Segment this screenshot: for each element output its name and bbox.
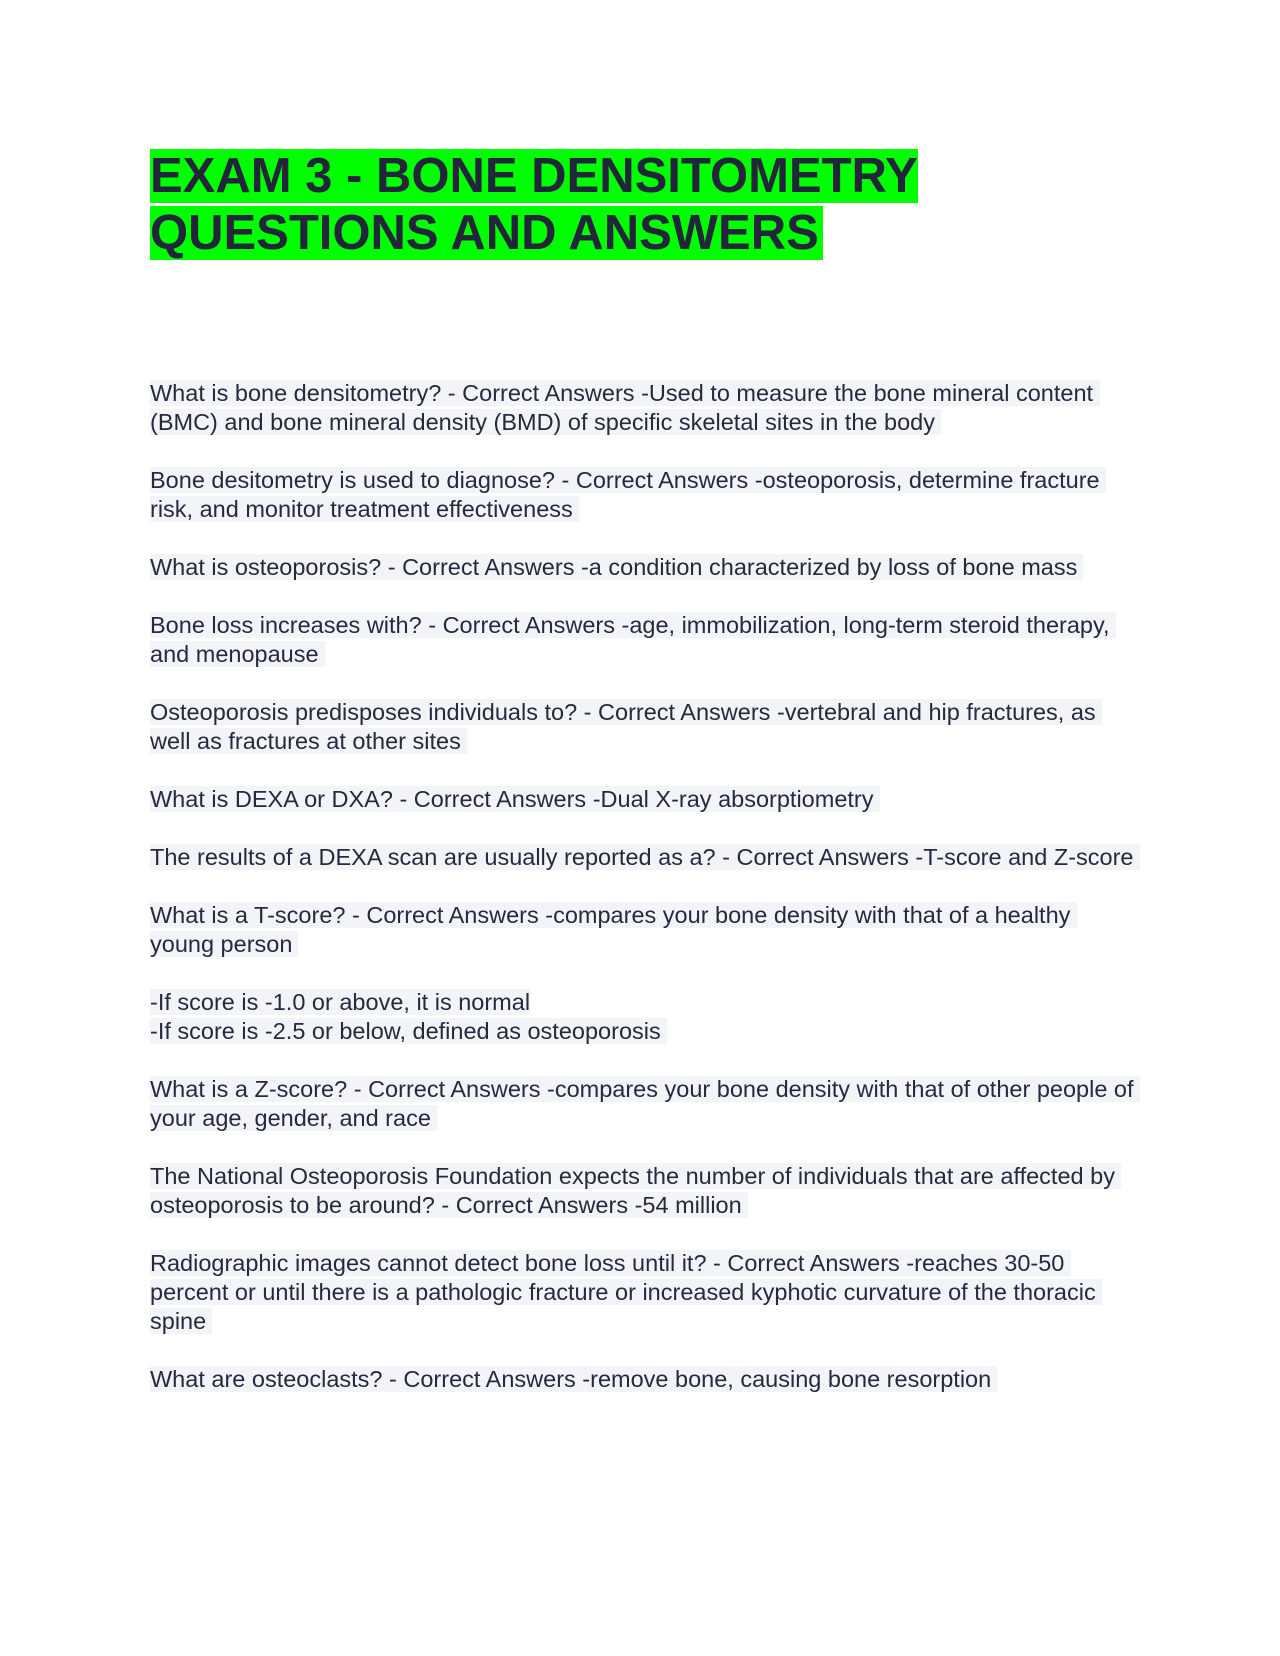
qa-list <box>150 379 1140 1423</box>
qa-entry-12: What are osteoclasts? - Correct Answers -remove bone, causing bone resorption <box>150 1365 1140 1394</box>
qa-entry-2: Bone desitometry is used to diagnose? - Correct Answers -osteoporosis, determine fracture risk, and monitor treatment effectiveness <box>150 467 1107 522</box>
qa-entry-11: Radiographic images cannot detect bone loss until it? - Correct Answers -reaches 30-50 percent or until there is a pathologic fracture or increased kyphotic curvature of the thoracic spine <box>150 1250 1103 1334</box>
document-title-text: EXAM 3 - BONE DENSITOMETRY QUESTIONS AND ANSWERS <box>150 149 918 260</box>
qa-entry-6: What is DEXA or DXA? - Correct Answers -Dual X-ray absorptiometry <box>150 785 1140 814</box>
qa-entry-5: Osteoporosis predisposes individuals to? - Correct Answers -vertebral and hip fractures, as well as fractures at other sites <box>150 699 1103 754</box>
qa-entry-3: What is osteoporosis? - Correct Answers -a condition characterized by loss of bone mass <box>150 553 1140 582</box>
qa-entry-1: What is bone densitometry? - Correct Answers -Used to measure the bone mineral content (BMC) and bone mineral density (BMD) of specific skeletal sites in the body <box>150 380 1100 435</box>
qa-entry-10: The National Osteoporosis Foundation expects the number of individuals that are affected by osteoporosis to be around? - Correct Answers -54 million <box>150 1163 1122 1218</box>
t-score-criteria: -If score is -1.0 or above, it is normal -If score is -2.5 or below, defined as osteoporosis <box>150 988 1140 1046</box>
document-title <box>150 148 1130 262</box>
qa-entry-8: What is a T-score? - Correct Answers -compares your bone density with that of a healthy young person <box>150 902 1077 957</box>
qa-entry-7: The results of a DEXA scan are usually reported as a? - Correct Answers -T-score and Z-score <box>150 843 1140 872</box>
qa-entry-4: Bone loss increases with? - Correct Answers -age, immobilization, long-term steroid therapy, and menopause <box>150 612 1117 667</box>
qa-entry-9: What is a Z-score? - Correct Answers -compares your bone density with that of other people of your age, gender, and race <box>150 1076 1141 1131</box>
